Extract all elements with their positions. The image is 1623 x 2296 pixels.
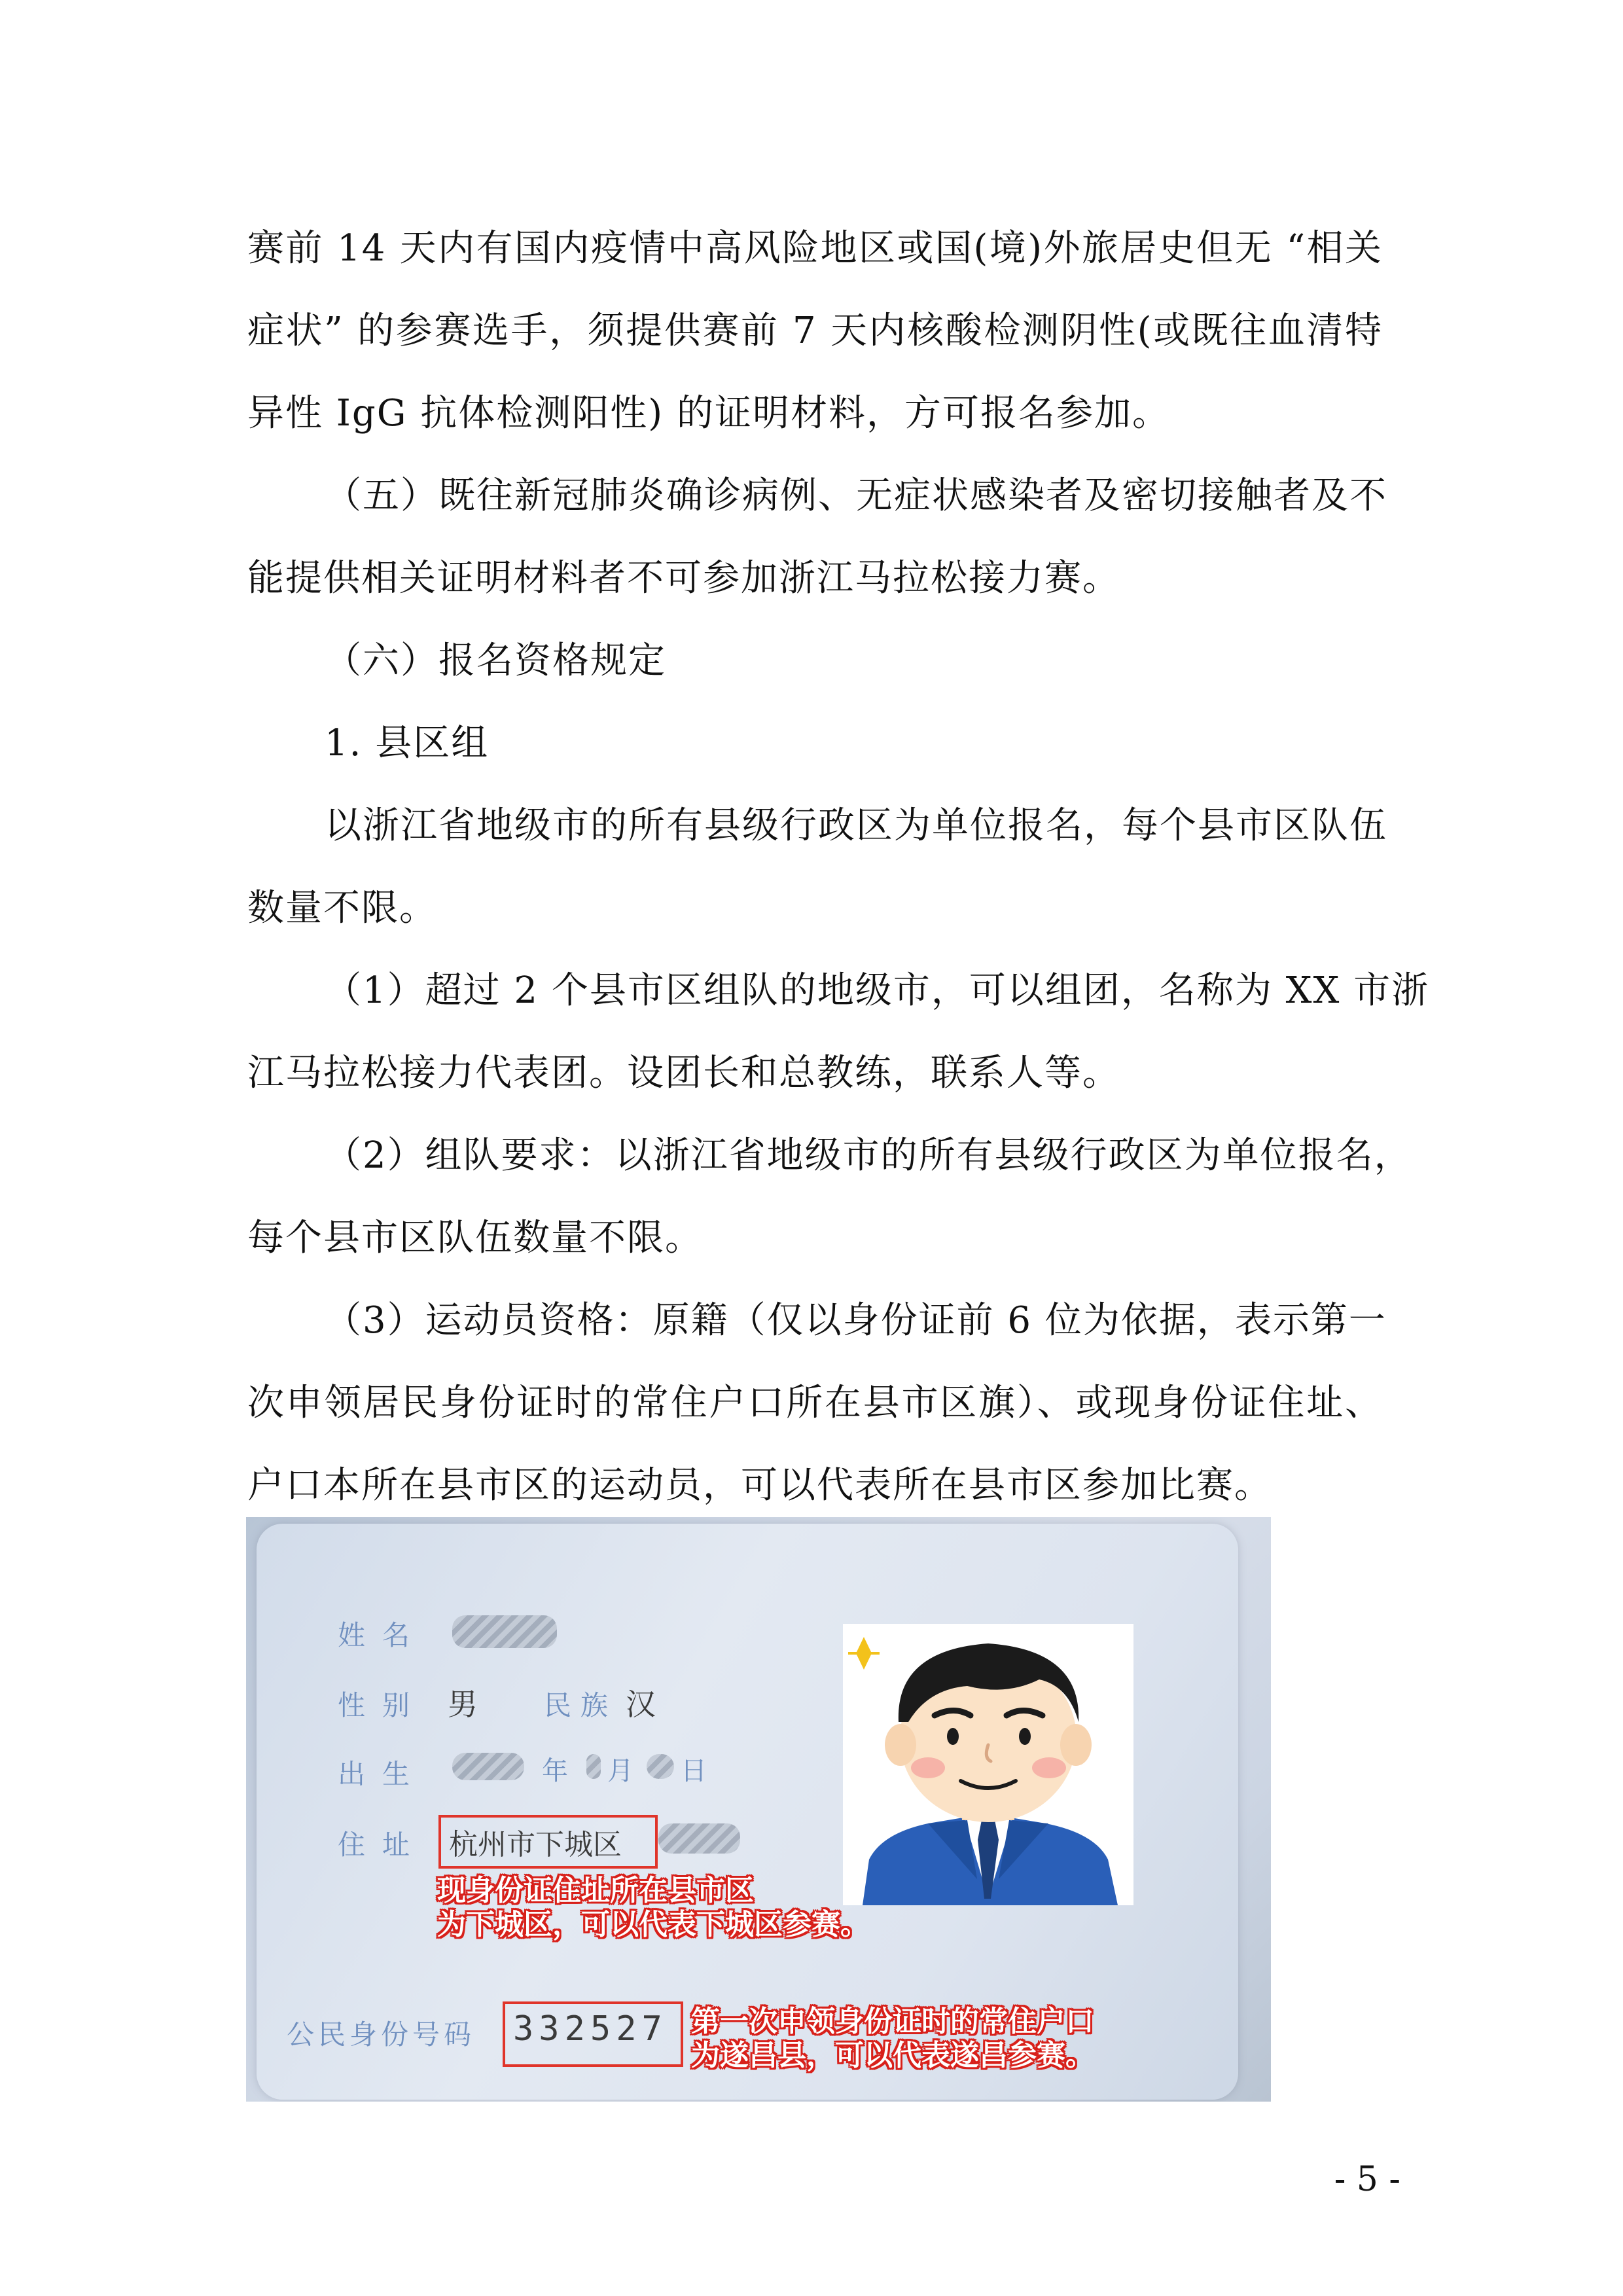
label-id-number: 公民身份号码 bbox=[287, 2018, 476, 2051]
blurred-birth-year bbox=[452, 1753, 524, 1780]
blurred-birth-month bbox=[586, 1754, 601, 1779]
person-icon bbox=[843, 1624, 1133, 1905]
value-sex: 男 bbox=[448, 1687, 478, 1722]
text-line: 每个县市区队伍数量不限。 bbox=[247, 1217, 703, 1259]
page-number: - 5 - bbox=[1334, 2160, 1400, 2199]
section-heading: （六）报名资格规定 bbox=[325, 639, 666, 682]
text-line: 能提供相关证明材料者不可参加浙江马拉松接力赛。 bbox=[247, 557, 1120, 600]
id-callout bbox=[691, 2005, 1094, 2073]
subsection-heading: 1. 县区组 bbox=[325, 722, 490, 764]
text-line: （2）组队要求：以浙江省地级市的所有县级行政区为单位报名， bbox=[325, 1134, 1412, 1177]
text-line: 户口本所在县市区的运动员，可以代表所在县市区参加比赛。 bbox=[247, 1464, 1272, 1507]
birth-year-suffix: 年 bbox=[542, 1756, 568, 1786]
text-line: 症状” 的参赛选手，须提供赛前 7 天内核酸检测阴性(或既往血清特 bbox=[247, 310, 1383, 352]
text-line: （1）超过 2 个县市区组队的地级市，可以组团，名称为 XX 市浙 bbox=[325, 969, 1430, 1012]
blurred-name bbox=[452, 1615, 557, 1648]
id-card-figure bbox=[246, 1517, 1271, 2102]
text-line: （3）运动员资格：原籍（仅以身份证前 6 位为依据，表示第一 bbox=[325, 1299, 1387, 1342]
value-address: 杭州市下城区 bbox=[449, 1828, 622, 1861]
label-sex: 性别 bbox=[338, 1689, 427, 1721]
value-ethnicity: 汉 bbox=[626, 1687, 656, 1722]
id-callout-line: 第一次申领身份证时的常住户口 bbox=[691, 2005, 1094, 2038]
text-line: 以浙江省地级市的所有县级行政区为单位报名，每个县市区队伍 bbox=[325, 804, 1387, 847]
label-ethnicity: 民族 bbox=[544, 1689, 618, 1721]
blurred-address-rest bbox=[658, 1823, 740, 1854]
id-callout-line: 为遂昌县，可以代表遂昌参赛。 bbox=[691, 2039, 1094, 2072]
label-name: 姓名 bbox=[338, 1619, 427, 1651]
text-line: 江马拉松接力代表团。设团长和总教练，联系人等。 bbox=[247, 1052, 1120, 1094]
value-id-number: 332527 bbox=[513, 2009, 668, 2049]
body-text bbox=[247, 207, 1430, 1527]
blurred-birth-day bbox=[647, 1754, 674, 1779]
birth-day-suffix: 日 bbox=[681, 1756, 707, 1786]
portrait-illustration bbox=[843, 1624, 1133, 1905]
birth-month-suffix: 月 bbox=[607, 1756, 633, 1786]
text-line: 异性 IgG 抗体检测阳性) 的证明材料，方可报名参加。 bbox=[247, 392, 1170, 435]
label-birth: 出生 bbox=[338, 1758, 427, 1790]
text-line: 数量不限。 bbox=[247, 887, 437, 929]
label-address: 住址 bbox=[338, 1829, 427, 1861]
text-line: （五）既往新冠肺炎确诊病例、无症状感染者及密切接触者及不 bbox=[325, 475, 1387, 517]
address-callout bbox=[437, 1874, 869, 1942]
text-line: 赛前 14 天内有国内疫情中高风险地区或国(境)外旅居史但无 “相关 bbox=[247, 227, 1383, 270]
address-callout-line: 现身份证住址所在县市区 bbox=[437, 1874, 754, 1907]
address-callout-line: 为下城区，可以代表下城区参赛。 bbox=[437, 1908, 869, 1941]
text-line: 次申领居民身份证时的常住户口所在县市区旗）、或现身份证住址、 bbox=[247, 1382, 1383, 1424]
